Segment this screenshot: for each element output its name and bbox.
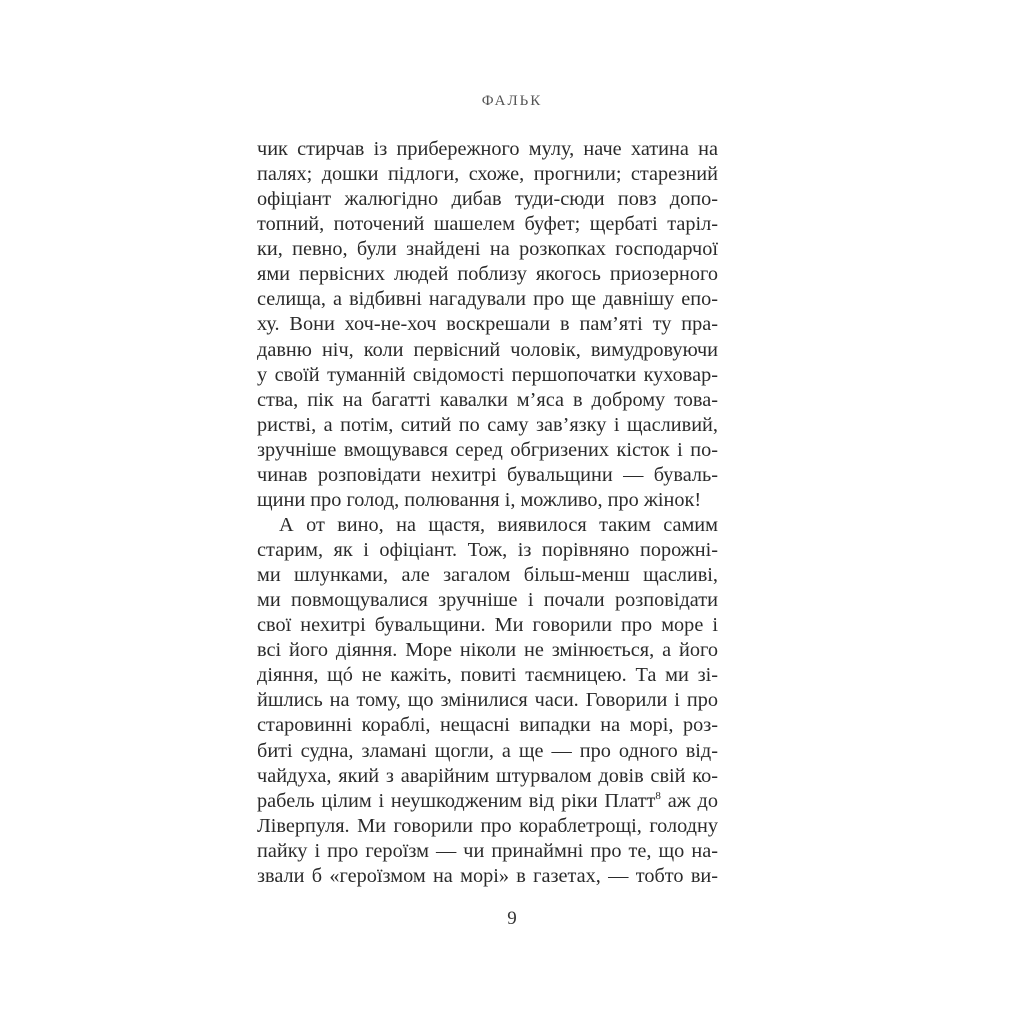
text-line: старим, як і офіціант. Тож, із порівняно порожні- xyxy=(257,539,718,561)
text-line: ями первісних людей поблизу якогось приозерного xyxy=(257,263,718,286)
text-line: свої нехитрі бувальщини. Ми говорили про море і xyxy=(257,614,718,637)
text-line: щини про голод, полювання і, можливо, про жінок! xyxy=(257,488,702,511)
paragraph-2 xyxy=(257,513,718,889)
text-line: селища, а відбивні нагадували про ще давнішу епо- xyxy=(257,288,718,311)
text-line: ки, певно, були знайдені на розкопках господарчої xyxy=(257,238,718,261)
text-line: зручніше вмощувався серед обгризених кісток і по- xyxy=(257,438,718,461)
footnote-line-text: рабель цілим і неушкодженим від ріки Платт xyxy=(257,789,656,812)
text-line: ства, пік на багатті кавалки м’яса в доброму това- xyxy=(257,388,718,411)
text-line: А от вино, на щастя, виявилося таким самим xyxy=(279,513,718,536)
text-line: ми повмощувалися зручніше і почали розповідати xyxy=(257,589,718,612)
paragraph-1 xyxy=(257,137,718,513)
text-line: йшлись на тому, що змінилися часи. Говорили і про xyxy=(257,689,718,712)
text-line: ми шлунками, але загалом більш-менш щасливі, xyxy=(257,564,718,587)
text-line: топний, поточений шашелем буфет; щербаті таріл- xyxy=(257,213,718,236)
running-head: ФАЛЬК xyxy=(481,93,543,109)
text-line: давню ніч, коли первісний чоловік, вимудровуючи xyxy=(257,338,718,361)
text-line: ристві, а потім, ситий по саму зав’язку і щасливий, xyxy=(257,413,718,436)
text-line-with-footnote xyxy=(257,789,718,814)
footnote-line-text-after: аж до xyxy=(660,789,718,812)
body-text xyxy=(257,137,718,889)
text-line: чик стирчав із прибережного мулу, наче хатина на xyxy=(257,138,718,160)
text-line: Ліверпуля. Ми говорили про кораблетрощі, голодну xyxy=(257,814,718,837)
text-line: офіціант жалюгідно дибав туди-сюди повз допо- xyxy=(257,188,718,211)
text-line: діяння, щó не кажіть, повиті таємницею. Та ми зі- xyxy=(257,664,718,687)
text-line: чинав розповідати нехитрі бувальщини — буваль- xyxy=(257,463,718,486)
page-number: 9 xyxy=(507,908,517,929)
footnote-marker[interactable]: 8 xyxy=(655,789,661,802)
text-line: палях; дошки підлоги, схоже, прогнили; старезний xyxy=(257,163,718,186)
text-line: чайдуха, який з аварійним штурвалом довів свій ко- xyxy=(257,764,718,787)
text-line: старовинні кораблі, нещасні випадки на морі, роз- xyxy=(257,714,718,737)
text-line: звали б «героїзмом на морі» в газетах, — тобто ви- xyxy=(257,864,718,887)
text-line: пайку і про героїзм — чи принаймні про те, що на- xyxy=(257,839,718,862)
text-line: у своїй туманній свідомості першопочатки куховар- xyxy=(257,363,718,386)
text-line: всі його діяння. Море ніколи не змінюється, а його xyxy=(257,639,718,662)
text-line: биті судна, зламані щогли, а ще — про одного від- xyxy=(257,739,718,762)
text-line: ху. Вони хоч-не-хоч воскрешали в пам’яті ту пра- xyxy=(257,313,718,336)
